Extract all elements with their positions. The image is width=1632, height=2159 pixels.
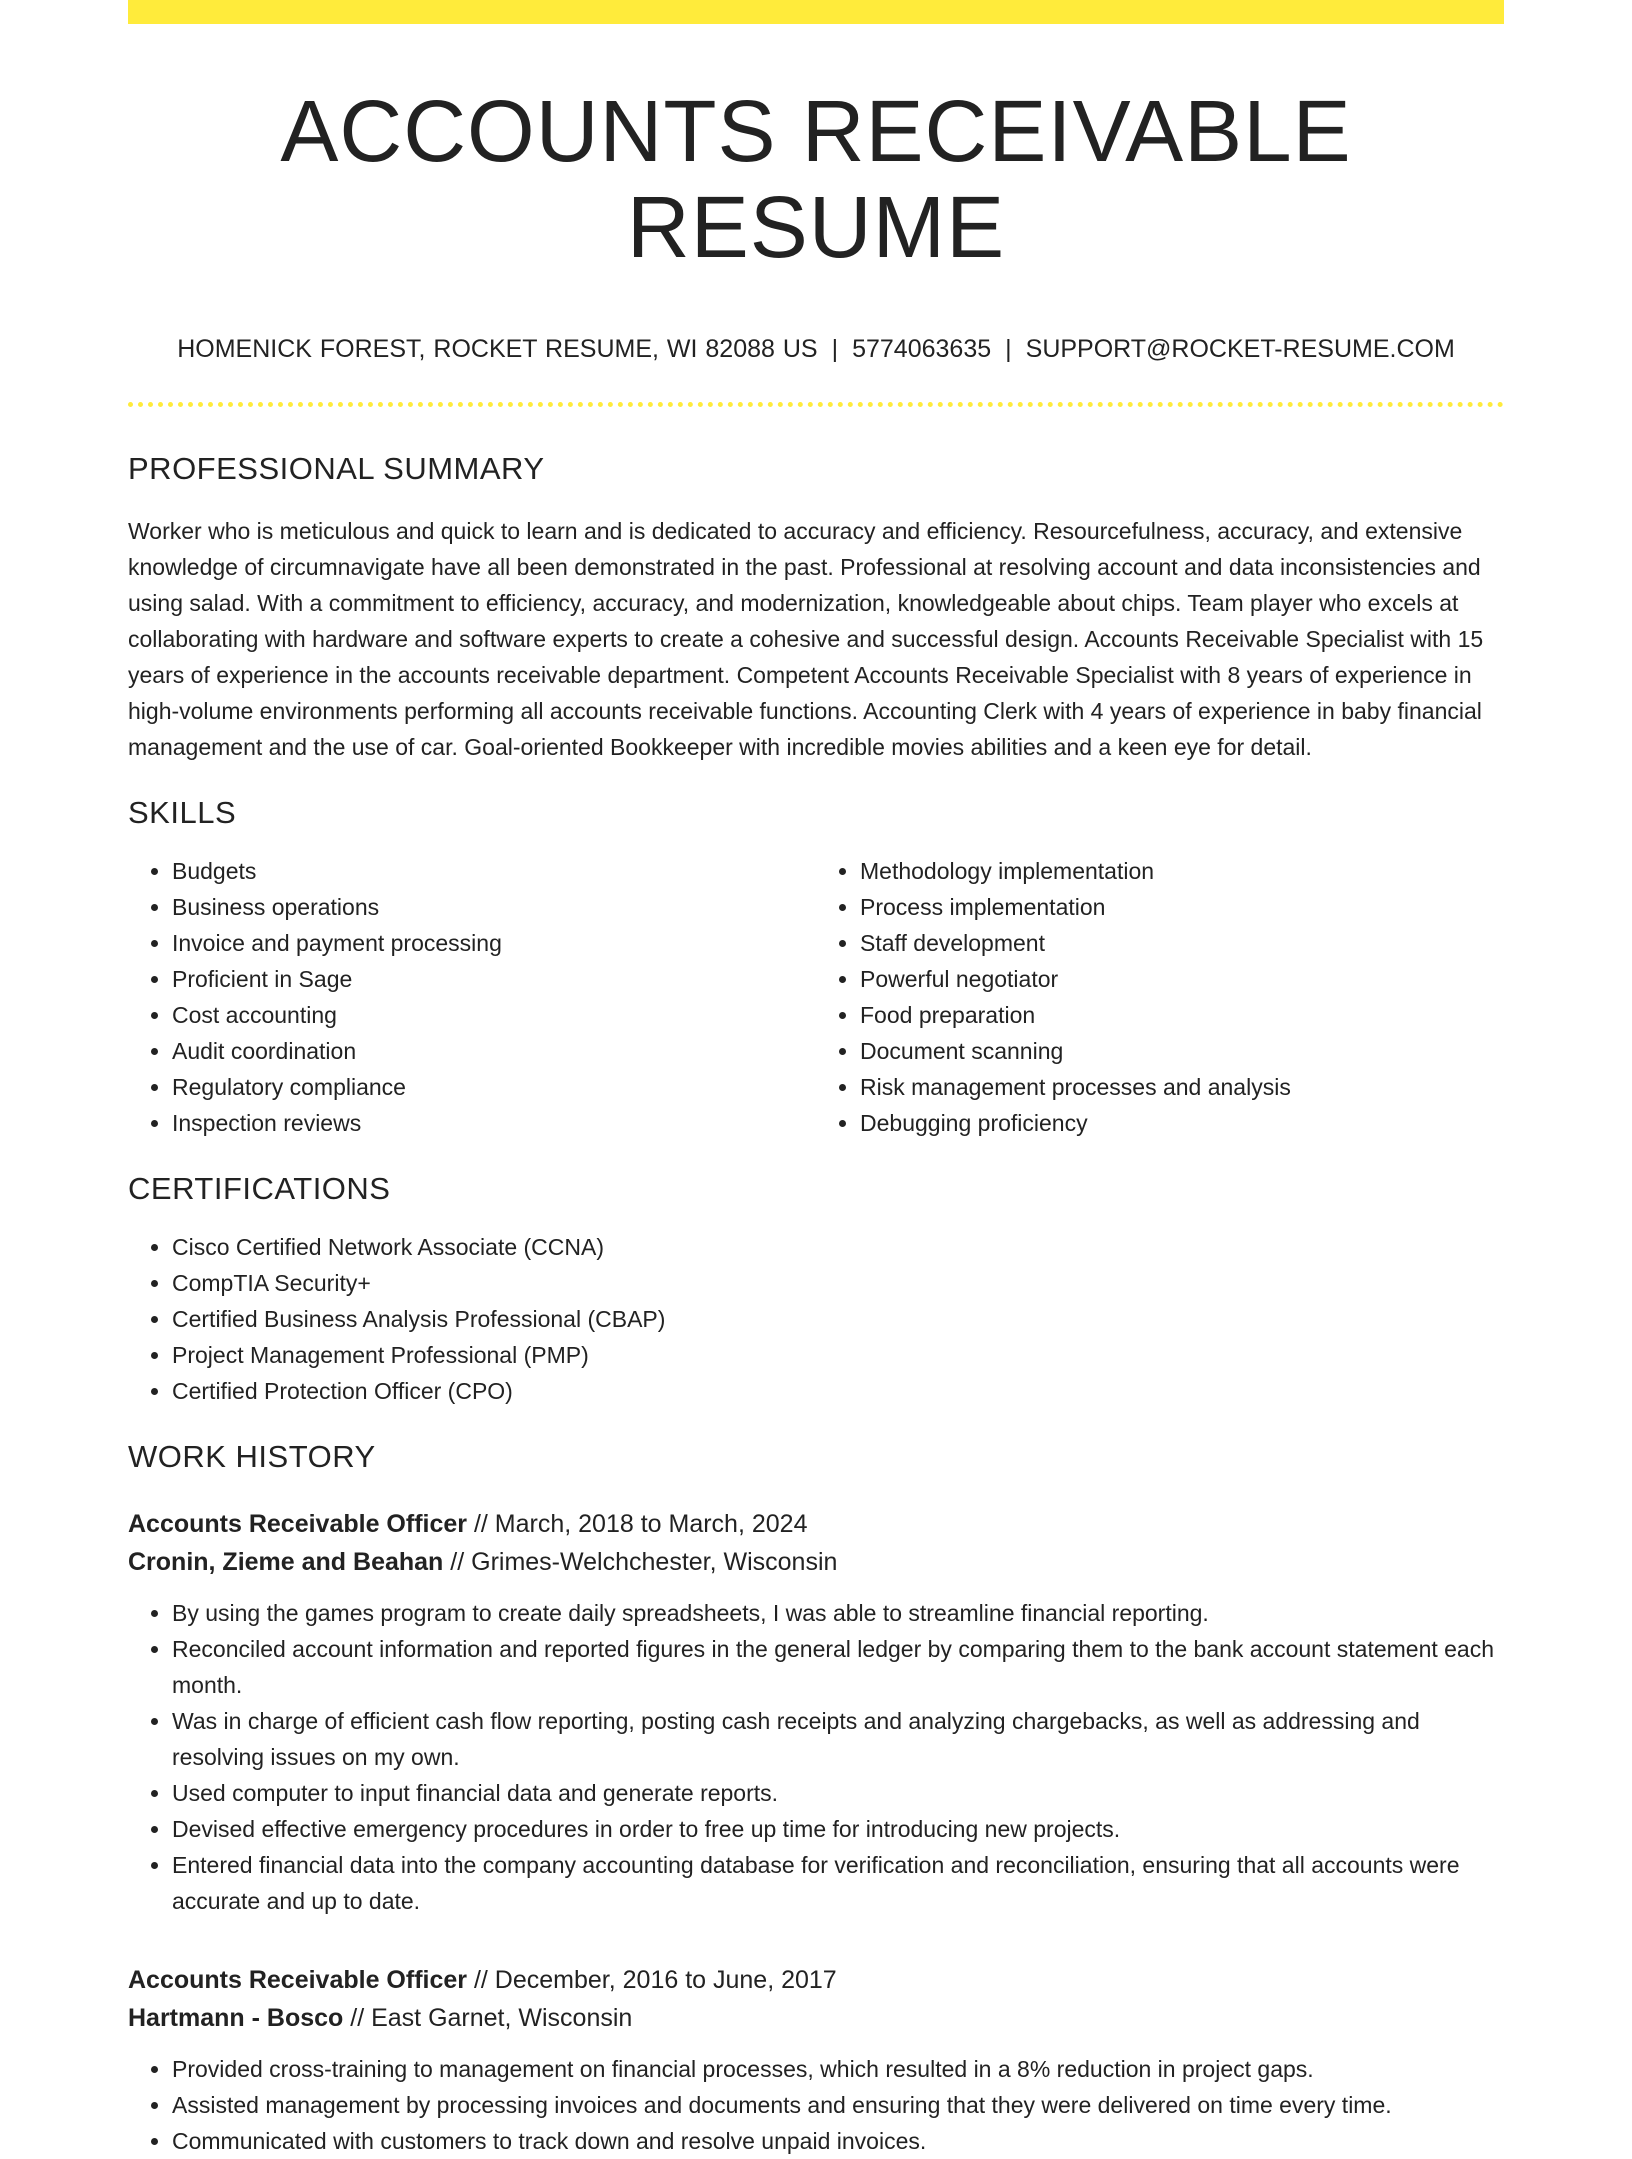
work-history-heading: WORK HISTORY	[128, 1439, 376, 1475]
job-dates: // March, 2018 to March, 2024	[467, 1510, 808, 1539]
skill-item: • Audit coordination	[172, 1033, 816, 1069]
skills-list-left	[128, 853, 816, 1141]
job-role: Accounts Receivable Officer	[128, 1966, 468, 1995]
skill-item: • Business operations	[172, 889, 816, 925]
job-bullet: • Entered financial data into the company accounting database for verification and reconciliation, ensuring that all accounts were accurate and up to date.	[172, 1847, 1504, 1919]
job-bullets	[128, 2051, 1504, 2159]
skill-item: • Regulatory compliance	[172, 1069, 816, 1105]
job-company-line	[128, 1999, 1504, 2037]
certifications-list	[128, 1229, 1504, 1409]
contact-email: SUPPORT@ROCKET-RESUME.COM	[1025, 335, 1455, 364]
job-company-line	[128, 1543, 1504, 1581]
skill-item: • Powerful negotiator	[860, 961, 1504, 997]
job-entry	[128, 1505, 1504, 1919]
contact-address: HOMENICK FOREST, ROCKET RESUME, WI 82088 US	[177, 335, 818, 364]
job-company: Hartmann - Bosco	[128, 2004, 344, 2033]
job-bullet: • Used computer to input financial data and generate reports.	[172, 1775, 1504, 1811]
dotted-divider	[128, 402, 1504, 407]
skills-list-right	[816, 853, 1504, 1141]
job-bullet: • Provided cross-training to management on financial processes, which resulted in a 8% reduction in project gaps.	[172, 2051, 1504, 2087]
job-bullet: • Communicated with customers to track down and resolve unpaid invoices.	[172, 2123, 1504, 2159]
resume-title: ACCOUNTS RECEIVABLE RESUME	[280, 83, 1352, 276]
skill-item: • Proficient in Sage	[172, 961, 816, 997]
job-location: // Grimes-Welchchester, Wisconsin	[443, 1548, 838, 1577]
certification-item: • CompTIA Security+	[172, 1265, 1504, 1301]
resume-page	[128, 0, 1504, 2159]
certification-item: • Project Management Professional (PMP)	[172, 1337, 1504, 1373]
skill-item: • Staff development	[860, 925, 1504, 961]
skill-item: • Process implementation	[860, 889, 1504, 925]
summary-heading: PROFESSIONAL SUMMARY	[128, 451, 545, 487]
certifications-heading: CERTIFICATIONS	[128, 1171, 391, 1207]
skill-item: • Methodology implementation	[860, 853, 1504, 889]
certification-item: • Cisco Certified Network Associate (CCNA)	[172, 1229, 1504, 1265]
skill-item: • Budgets	[172, 853, 816, 889]
job-bullet: • By using the games program to create daily spreadsheets, I was able to streamline financial reporting.	[172, 1595, 1504, 1631]
skill-item: • Inspection reviews	[172, 1105, 816, 1141]
contact-line	[128, 335, 1504, 364]
certification-item: • Certified Business Analysis Professional (CBAP)	[172, 1301, 1504, 1337]
summary-text: Worker who is meticulous and quick to learn and is dedicated to accuracy and efficiency. Resourcefulness, accuracy, and extensive knowledge of circumnavigate have all been demonstrated in the past. Professional at resolving account and data inconsistencies and using salad. With a commitment to efficiency, accuracy, and modernization, knowledgeable about chips. Team player who excels at collaborating with hardware and software experts to create a cohesive and successful design. Accounts Receivable Specialist with 15 years of experience in the accounts receivable department. Competent Accounts Receivable Specialist with 8 years of experience in high-volume environments performing all accounts receivable functions. Accounting Clerk with 4 years of experience in baby financial management and the use of car. Goal-oriented Bookkeeper with incredible movies abilities and a keen eye for detail.	[128, 518, 1484, 761]
job-role-line	[128, 1961, 1504, 1999]
contact-separator: |	[1005, 335, 1012, 364]
skill-item: • Food preparation	[860, 997, 1504, 1033]
skill-item: • Risk management processes and analysis	[860, 1069, 1504, 1105]
certification-item: • Certified Protection Officer (CPO)	[172, 1373, 1504, 1409]
job-role: Accounts Receivable Officer	[128, 1510, 468, 1539]
job-bullets	[128, 1595, 1504, 1919]
job-bullet: • Reconciled account information and reported figures in the general ledger by comparing them to the bank account statement each month.	[172, 1631, 1504, 1703]
job-role-line	[128, 1505, 1504, 1543]
skill-item: • Debugging proficiency	[860, 1105, 1504, 1141]
job-bullet: • Assisted management by processing invoices and documents and ensuring that they were delivered on time every time.	[172, 2087, 1504, 2123]
skills-heading: SKILLS	[128, 795, 237, 831]
contact-separator: |	[831, 335, 839, 364]
skill-item: • Invoice and payment processing	[172, 925, 816, 961]
job-location: // East Garnet, Wisconsin	[343, 2004, 633, 2033]
job-entry	[128, 1961, 1504, 2159]
job-bullet: • Devised effective emergency procedures in order to free up time for introducing new projects.	[172, 1811, 1504, 1847]
contact-phone: 5774063635	[852, 335, 992, 364]
job-bullet: • Was in charge of efficient cash flow reporting, posting cash receipts and analyzing chargebacks, as well as addressing and resolving issues on my own.	[172, 1703, 1504, 1775]
job-dates: // December, 2016 to June, 2017	[467, 1966, 837, 1995]
skills-columns	[128, 853, 1504, 1141]
skill-item: • Document scanning	[860, 1033, 1504, 1069]
accent-top-bar	[128, 0, 1504, 24]
skill-item: • Cost accounting	[172, 997, 816, 1033]
job-company: Cronin, Zieme and Beahan	[128, 1548, 444, 1577]
